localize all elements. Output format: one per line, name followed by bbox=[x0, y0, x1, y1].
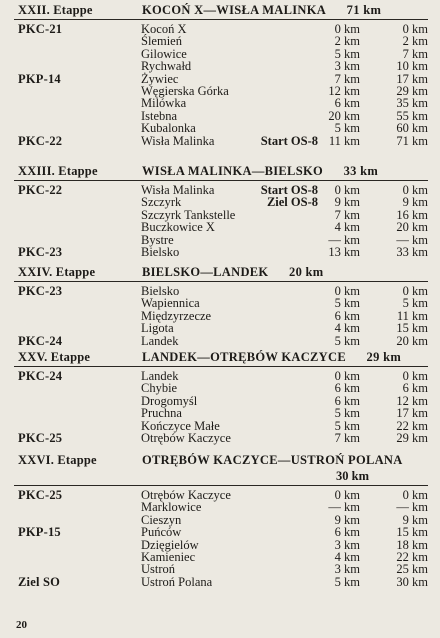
cumulative-distance: 7 km bbox=[402, 46, 428, 61]
cumulative-distance: 9 km bbox=[402, 195, 428, 210]
cumulative-distance: 30 km bbox=[396, 574, 428, 589]
segment-distance: 12 km bbox=[328, 84, 360, 98]
segment-distance: 11 km bbox=[328, 133, 360, 148]
stage-route bbox=[142, 452, 403, 468]
itinerary-row bbox=[14, 85, 428, 98]
checkpoint-code: PKC-22 bbox=[18, 133, 63, 148]
itinerary-row bbox=[14, 135, 428, 148]
stage-number: XXII. Etappe bbox=[18, 3, 93, 17]
stage-distance: 71 km bbox=[346, 3, 382, 17]
stage-marker: Start OS-8 bbox=[260, 183, 318, 197]
place-name: Otrębów Kaczyce bbox=[141, 488, 231, 502]
stage-route bbox=[142, 163, 378, 179]
segment-distance: 3 km bbox=[334, 562, 360, 577]
segment-distance: 0 km bbox=[334, 369, 360, 383]
place-name: Szczyrk Tankstelle bbox=[141, 207, 236, 222]
itinerary-row bbox=[14, 221, 428, 234]
itinerary-row bbox=[14, 246, 428, 259]
cumulative-distance: 5 km bbox=[402, 296, 428, 311]
route-name: KOCOŃ X—WISŁA MALINKA bbox=[142, 3, 327, 17]
stage-heading bbox=[14, 264, 428, 280]
cumulative-distance: 71 km bbox=[396, 133, 428, 148]
place-name: Ustroń Polana bbox=[141, 574, 213, 589]
cumulative-distance: 0 km bbox=[402, 369, 428, 383]
cumulative-distance: 22 km bbox=[396, 418, 428, 433]
cumulative-distance: 55 km bbox=[396, 108, 428, 123]
itinerary-row bbox=[14, 23, 428, 36]
place-name: Chybie bbox=[141, 381, 178, 396]
place-name: Bielsko bbox=[141, 284, 180, 298]
stage-divider bbox=[14, 281, 428, 282]
cumulative-distance: 0 km bbox=[402, 183, 428, 197]
segment-distance: 6 km bbox=[334, 96, 360, 111]
place-name: Cieszyn bbox=[141, 512, 182, 527]
stage-route bbox=[142, 264, 324, 280]
itinerary-row bbox=[14, 60, 428, 73]
cumulative-distance: 17 km bbox=[396, 406, 428, 421]
cumulative-distance: 35 km bbox=[396, 96, 428, 111]
segment-distance: 13 km bbox=[328, 245, 360, 259]
stage-distance: 29 km bbox=[366, 350, 402, 364]
place-name: Węgierska Górka bbox=[141, 84, 229, 98]
place-name: Kocoń X bbox=[141, 22, 187, 36]
checkpoint-code: PKC-24 bbox=[18, 333, 63, 348]
stage-heading bbox=[14, 349, 428, 365]
place-name: Ligota bbox=[141, 321, 174, 336]
segment-distance: 3 km bbox=[334, 537, 360, 552]
place-name: Dzięgielów bbox=[141, 537, 199, 552]
cumulative-distance: 15 km bbox=[396, 321, 428, 336]
stage-heading bbox=[14, 163, 428, 179]
place-name: Bielsko bbox=[141, 245, 180, 259]
segment-distance: 6 km bbox=[334, 393, 360, 408]
route-name: WISŁA MALINKA—BIELSKO bbox=[142, 164, 323, 178]
place-name: Landek bbox=[141, 333, 179, 348]
stage-number: XXV. Etappe bbox=[18, 350, 91, 364]
checkpoint-code: PKC-25 bbox=[18, 431, 63, 445]
segment-distance: 0 km bbox=[334, 183, 360, 197]
cumulative-distance: 0 km bbox=[402, 284, 428, 298]
place-name: Kamieniec bbox=[141, 550, 196, 564]
segment-distance: 6 km bbox=[334, 381, 360, 396]
place-name: Kończyce Małe bbox=[141, 418, 220, 433]
place-name: Landek bbox=[141, 369, 179, 383]
segment-distance: 6 km bbox=[334, 525, 360, 540]
itinerary-row bbox=[14, 382, 428, 395]
segment-distance: 5 km bbox=[334, 46, 360, 61]
itinerary-row bbox=[14, 563, 428, 576]
stage-divider bbox=[14, 366, 428, 367]
cumulative-distance: 18 km bbox=[396, 537, 428, 552]
segment-distance: 2 km bbox=[334, 34, 360, 49]
segment-distance: — km bbox=[328, 232, 360, 247]
cumulative-distance: 11 km bbox=[396, 308, 428, 323]
itinerary-row bbox=[14, 97, 428, 110]
itinerary-row bbox=[14, 310, 428, 323]
stage-marker: Ziel OS-8 bbox=[266, 195, 318, 210]
cumulative-distance: 0 km bbox=[402, 22, 428, 36]
segment-distance: 20 km bbox=[328, 108, 360, 123]
place-name: Drogomyśl bbox=[141, 393, 198, 408]
cumulative-distance: 12 km bbox=[396, 393, 428, 408]
place-name: Milówka bbox=[141, 96, 187, 111]
cumulative-distance: 25 km bbox=[396, 562, 428, 577]
place-name: Szczyrk bbox=[141, 195, 182, 210]
itinerary-row bbox=[14, 184, 428, 197]
itinerary-row bbox=[14, 432, 428, 445]
route-name: LANDEK—OTRĘBÓW KACZYCE bbox=[142, 350, 346, 364]
segment-distance: 0 km bbox=[334, 284, 360, 298]
stage-distance: 33 km bbox=[343, 164, 379, 178]
segment-distance: 3 km bbox=[334, 59, 360, 74]
segment-distance: 0 km bbox=[334, 22, 360, 36]
checkpoint-code: PKC-21 bbox=[18, 22, 63, 36]
place-name: Pruchna bbox=[141, 406, 182, 421]
itinerary-row bbox=[14, 514, 428, 527]
stage-number: XXIV. Etappe bbox=[18, 265, 96, 279]
stage-distance: 30 km bbox=[336, 469, 369, 483]
itinerary-row bbox=[14, 110, 428, 123]
cumulative-distance: 29 km bbox=[396, 431, 428, 445]
itinerary-row bbox=[14, 48, 428, 61]
stage-heading bbox=[14, 2, 428, 18]
stage-number: XXVI. Etappe bbox=[18, 453, 97, 467]
segment-distance: — km bbox=[328, 500, 360, 515]
checkpoint-code: PKC-23 bbox=[18, 245, 63, 259]
route-name: OTRĘBÓW KACZYCE—USTROŃ POLANA bbox=[142, 453, 403, 467]
checkpoint-code: PKC-22 bbox=[18, 183, 63, 197]
segment-distance: 9 km bbox=[334, 195, 360, 210]
itinerary-row bbox=[14, 501, 428, 514]
itinerary-row bbox=[14, 407, 428, 420]
itinerary-row bbox=[14, 335, 428, 348]
segment-distance: 7 km bbox=[334, 431, 360, 445]
page-number: 20 bbox=[16, 619, 27, 631]
segment-distance: 0 km bbox=[334, 488, 360, 502]
segment-distance: 5 km bbox=[334, 406, 360, 421]
segment-distance: 4 km bbox=[334, 550, 360, 564]
place-name: Wisła Malinka bbox=[141, 183, 215, 197]
checkpoint-code: PKP-14 bbox=[18, 71, 61, 86]
segment-distance: 5 km bbox=[334, 296, 360, 311]
cumulative-distance: 20 km bbox=[396, 220, 428, 235]
place-name: Bystre bbox=[141, 232, 174, 247]
place-name: Wisła Malinka bbox=[141, 133, 215, 148]
place-name: Ustroń bbox=[141, 562, 176, 577]
stage-number: XXIII. Etappe bbox=[18, 164, 98, 178]
itinerary-row bbox=[14, 234, 428, 247]
cumulative-distance: 10 km bbox=[396, 59, 428, 74]
cumulative-distance: 33 km bbox=[396, 245, 428, 259]
place-name: Marklowice bbox=[141, 500, 202, 515]
cumulative-distance: 20 km bbox=[396, 333, 428, 348]
itinerary-row bbox=[14, 285, 428, 298]
place-name: Buczkowice X bbox=[141, 220, 215, 235]
itinerary-row bbox=[14, 35, 428, 48]
segment-distance: 4 km bbox=[334, 220, 360, 235]
checkpoint-code: PKC-23 bbox=[18, 284, 63, 298]
itinerary-row bbox=[14, 551, 428, 564]
place-name: Istebna bbox=[141, 108, 178, 123]
cumulative-distance: 60 km bbox=[396, 121, 428, 136]
stage-heading bbox=[14, 452, 428, 483]
route-name: BIELSKO—LANDEK bbox=[142, 265, 269, 279]
segment-distance: 5 km bbox=[334, 574, 360, 589]
place-name: Gilowice bbox=[141, 46, 187, 61]
checkpoint-code: Ziel SO bbox=[18, 574, 61, 589]
segment-distance: 4 km bbox=[334, 321, 360, 336]
itinerary-row bbox=[14, 526, 428, 539]
cumulative-distance: 6 km bbox=[402, 381, 428, 396]
segment-distance: 5 km bbox=[334, 418, 360, 433]
checkpoint-code: PKC-24 bbox=[18, 369, 63, 383]
stage-divider bbox=[14, 19, 428, 20]
cumulative-distance: 9 km bbox=[402, 512, 428, 527]
place-name: Międzyrzecze bbox=[141, 308, 212, 323]
place-name: Ślemień bbox=[141, 34, 182, 49]
checkpoint-code: PKC-25 bbox=[18, 488, 63, 502]
place-name: Otrębów Kaczyce bbox=[141, 431, 231, 445]
itinerary-row bbox=[14, 395, 428, 408]
segment-distance: 6 km bbox=[334, 308, 360, 323]
segment-distance: 7 km bbox=[334, 207, 360, 222]
stage-divider bbox=[14, 485, 428, 486]
itinerary-row bbox=[14, 122, 428, 135]
stage-distance: 20 km bbox=[289, 265, 324, 279]
cumulative-distance: 16 km bbox=[396, 207, 428, 222]
checkpoint-code: PKP-15 bbox=[18, 525, 61, 540]
stage-marker: Start OS-8 bbox=[260, 133, 318, 148]
itinerary-row bbox=[14, 489, 428, 502]
stage-route bbox=[142, 349, 401, 365]
stage-route bbox=[142, 2, 381, 18]
itinerary-row bbox=[14, 370, 428, 383]
itinerary-row bbox=[14, 297, 428, 310]
cumulative-distance: 22 km bbox=[396, 550, 428, 564]
itinerary-row bbox=[14, 576, 428, 589]
segment-distance: 9 km bbox=[334, 512, 360, 527]
place-name: Rychwałd bbox=[141, 59, 192, 74]
itinerary-row bbox=[14, 322, 428, 335]
itinerary-row bbox=[14, 539, 428, 552]
place-name: Puńców bbox=[141, 525, 182, 540]
cumulative-distance: 17 km bbox=[396, 71, 428, 86]
segment-distance: 5 km bbox=[334, 121, 360, 136]
cumulative-distance: 15 km bbox=[396, 525, 428, 540]
cumulative-distance: 2 km bbox=[402, 34, 428, 49]
place-name: Kubalonka bbox=[141, 121, 196, 136]
cumulative-distance: 0 km bbox=[402, 488, 428, 502]
segment-distance: 5 km bbox=[334, 333, 360, 348]
stage-divider bbox=[14, 180, 428, 181]
itinerary-row bbox=[14, 209, 428, 222]
place-name: Żywiec bbox=[141, 71, 179, 86]
place-name: Wapiennica bbox=[141, 296, 200, 311]
cumulative-distance: 29 km bbox=[396, 84, 428, 98]
cumulative-distance: — km bbox=[396, 500, 428, 515]
segment-distance: 7 km bbox=[334, 71, 360, 86]
cumulative-distance: — km bbox=[396, 232, 428, 247]
